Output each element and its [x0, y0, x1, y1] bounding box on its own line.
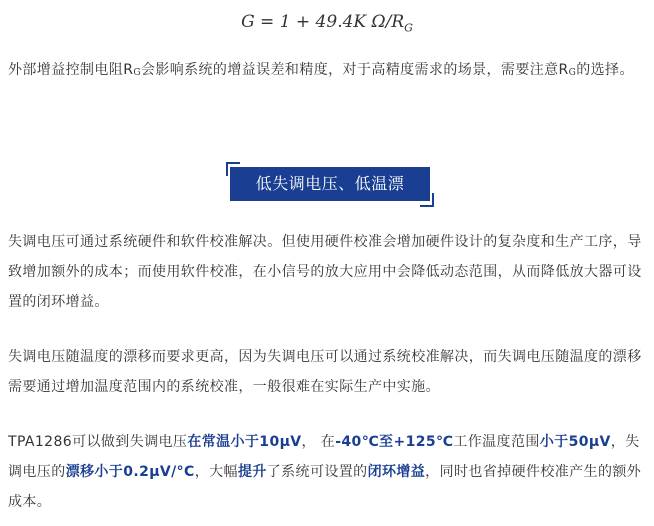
summary-text-i: ，大幅 [194, 464, 238, 480]
intro-text-3: 的选择。 [576, 62, 634, 78]
gain-formula [0, 12, 654, 34]
highlight-range-offset: 小于50μV [539, 434, 611, 450]
intro-paragraph [8, 55, 648, 88]
summary-text-k: 了系统可设置的 [266, 464, 368, 480]
summary-text-g: ，失调电压的 [8, 434, 640, 480]
gain-formula-subscript: G [404, 21, 413, 35]
highlight-closed-loop-gain: 闭环增益 [367, 464, 426, 480]
intro-text-1: 外部增益控制电阻R [8, 62, 134, 78]
summary-text-m: ，同时也省掉硬件校准产生的额外成本。 [8, 464, 642, 510]
intro-subscript-2: G [568, 68, 577, 78]
intro-subscript-1: G [133, 68, 141, 78]
offset-voltage-paragraph: 失调电压可通过系统硬件和软件校准解决。但使用硬件校准会增加硬件设计的复杂度和生产工序，导致增加额外的成本；而使用软件校准，在小信号的放大应用中会降低动态范围，从而降低放大器可设置的闭环增益。 [8, 234, 642, 310]
summary-text-c: ， 在 [301, 434, 336, 450]
section-heading: 低失调电压、低温漂 [230, 167, 430, 201]
summary-text-a: TPA1286可以做到失调电压 [8, 434, 188, 450]
intro-text-2: 会影响系统的增益误差和精度，对于高精度需求的场景，需要注意R [140, 62, 569, 78]
highlight-improve: 提升 [237, 464, 267, 480]
highlight-room-temp-offset: 在常温小于10μV [187, 434, 302, 450]
summary-paragraph [8, 427, 648, 517]
section-heading-frame [226, 162, 434, 207]
gain-formula-text: G = 1 + 49.4K Ω/R [241, 12, 405, 32]
highlight-drift: 漂移小于0.2μV/°C [65, 464, 195, 480]
summary-text-e: 工作温度范围 [453, 434, 540, 450]
highlight-temp-range: -40℃至+125℃ [335, 434, 454, 450]
offset-drift-paragraph: 失调电压随温度的漂移而要求更高，因为失调电压可以通过系统校准解决，而失调电压随温度的漂移需要通过增加温度范围内的系统校准，一般很难在实际生产中实施。 [8, 349, 642, 395]
